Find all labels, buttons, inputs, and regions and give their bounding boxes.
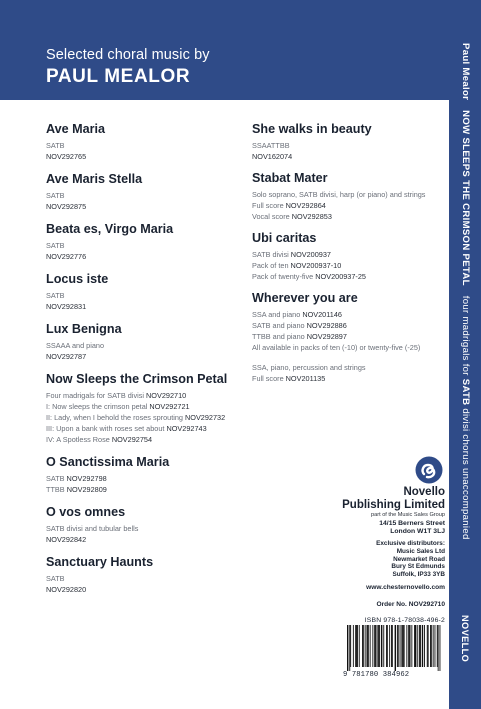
work-title: Beata es, Virgo Maria [46, 222, 174, 236]
barcode-bar [411, 625, 412, 667]
barcode-bar [420, 625, 421, 667]
work-entry-untitled [252, 362, 442, 384]
work-detail-text: Pack of ten [252, 261, 291, 270]
work-detail-text: I: Now sleeps the crimson petal [46, 402, 150, 411]
work-detail-text: SATB [46, 574, 65, 583]
barcode-bar [395, 625, 396, 671]
work-entry [252, 291, 442, 353]
work-detail-text: IV: A Spotless Rose [46, 435, 112, 444]
work-detail-line [252, 362, 442, 373]
work-detail-text: Pack of twenty-five [252, 272, 316, 281]
barcode-bar [383, 625, 384, 667]
catalogue-number: NOV292798 [66, 474, 107, 483]
work-detail-line [46, 523, 246, 534]
work-detail-line [252, 373, 442, 384]
spine-composer: Paul Mealor [460, 43, 471, 101]
work-detail-line [252, 249, 442, 260]
work-detail-line [46, 251, 246, 262]
work-detail-line [252, 151, 442, 162]
work-title: Lux Benigna [46, 322, 122, 336]
barcode-bar [374, 625, 375, 667]
work-detail-text: Solo soprano, SATB divisi, harp (or piano) and strings [252, 190, 426, 199]
barcode-bar [365, 625, 366, 667]
barcode-bar [370, 625, 371, 667]
barcode-bar [398, 625, 399, 667]
work-entry [46, 372, 246, 445]
catalogue-number: NOV292743 [166, 424, 207, 433]
work-detail-text: TTBB and piano [252, 332, 307, 341]
work-detail-line [252, 331, 442, 342]
work-detail-line [46, 390, 246, 401]
barcode-bar [422, 625, 423, 667]
work-detail-line [252, 320, 442, 331]
work-detail-line [46, 434, 246, 445]
work-detail-text: Four madrigals for SATB divisi [46, 391, 147, 400]
work-entry [46, 505, 246, 545]
work-title: Ave Maris Stella [46, 172, 143, 186]
catalogue-number: NOV292765 [46, 152, 87, 161]
work-detail-line [252, 260, 442, 271]
barcode-bar [381, 625, 382, 667]
barcode-bar [362, 625, 363, 667]
barcode-bar [363, 625, 364, 667]
barcode-bar [350, 625, 351, 667]
work-detail-line [46, 534, 246, 545]
spine-desc-pre: four madrigals for [460, 295, 471, 376]
work-entry [252, 122, 442, 162]
barcode-bar [401, 625, 402, 667]
publisher-name [342, 486, 445, 511]
work-detail-line [46, 401, 246, 412]
work-detail-text: All available in packs of ten (-10) or twenty-five (-25) [252, 343, 421, 352]
catalogue-number: NOV292809 [66, 485, 107, 494]
work-title: O Sanctissima Maria [46, 455, 170, 469]
publisher-address-line2: London W1T 3LJ [390, 528, 445, 535]
distributor-line3: Bury St Edmunds [391, 563, 445, 571]
work-detail-text: SATB divisi and tubular bells [46, 524, 139, 533]
barcode-bar [386, 625, 387, 667]
work-detail-line [46, 151, 246, 162]
barcode-bar [428, 625, 429, 667]
catalogue-number: NOV200937-10 [290, 261, 342, 270]
catalogue-number: NOV292886 [306, 321, 347, 330]
barcode-bar [440, 625, 441, 671]
barcode-image [345, 625, 445, 671]
work-detail-text: TTBB [46, 485, 67, 494]
work-detail-text: III: Upon a bank with roses set about [46, 424, 167, 433]
work-entry [46, 322, 246, 362]
work-detail-text: SATB [46, 191, 65, 200]
isbn: ISBN 978-1-78038-496-2 [364, 617, 445, 624]
barcode-bar [424, 625, 425, 667]
work-detail-text: SATB [46, 241, 65, 250]
work-title: Ubi caritas [252, 231, 317, 245]
work-detail-text: SSA and piano [252, 310, 303, 319]
work-detail-text: SSAAA and piano [46, 341, 105, 350]
work-detail-line [46, 290, 246, 301]
barcode-bar [431, 625, 432, 667]
barcode-bar [403, 625, 404, 667]
barcode-bar [427, 625, 428, 667]
barcode-bar [356, 625, 357, 667]
spine-desc-bold: SATB [460, 378, 471, 406]
work-title: Sanctuary Haunts [46, 555, 154, 569]
work-entry [46, 222, 246, 262]
work-detail-line [46, 412, 246, 423]
work-detail-line [252, 140, 442, 151]
work-detail-text: SSAATTBB [252, 141, 290, 150]
work-detail-text: SATB divisi [252, 250, 291, 259]
barcode-bar [367, 625, 368, 667]
barcode-bar [367, 625, 368, 667]
header-subtitle: Selected choral music by [46, 47, 210, 63]
catalogue-number: NOV292864 [285, 201, 326, 210]
work-detail-line [46, 573, 246, 584]
work-detail-line [46, 340, 246, 351]
work-detail-text: SSA, piano, percussion and strings [252, 363, 366, 372]
work-title: She walks in beauty [252, 122, 372, 136]
work-title: Now Sleeps the Crimson Petal [46, 372, 228, 386]
works-list-right [252, 122, 442, 384]
barcode-bar [389, 625, 390, 667]
spine-work-title: NOW SLEEPS THE CRIMSON PETAL [460, 110, 471, 286]
catalogue-number: NOV200937-25 [315, 272, 366, 281]
barcode-bar [410, 625, 411, 667]
catalogue-number: NOV162074 [252, 152, 293, 161]
publisher-name-line1: Novello [403, 486, 445, 498]
barcode-bar [419, 625, 420, 667]
barcode-bar [404, 625, 405, 667]
barcode-digits: 9 781780 384962 [343, 671, 410, 679]
catalogue-number: NOV201146 [302, 310, 342, 319]
distributor-line1: Music Sales Ltd [396, 547, 445, 555]
catalogue-number: NOV292853 [291, 212, 332, 221]
work-title: Wherever you are [252, 291, 358, 305]
work-detail-text: Full score [252, 201, 286, 210]
spine-title [455, 43, 475, 663]
barcode-bar [391, 625, 392, 667]
catalogue-number: NOV292875 [46, 202, 87, 211]
barcode-bar [406, 625, 407, 667]
barcode-bar [430, 625, 431, 667]
work-detail-line [46, 423, 246, 434]
publisher-address [379, 520, 445, 536]
work-detail-line [252, 309, 442, 320]
work-detail-line [46, 584, 246, 595]
work-detail-line [252, 189, 442, 200]
work-title: Stabat Mater [252, 171, 328, 185]
work-title: Locus iste [46, 272, 109, 286]
barcode-bar [377, 625, 378, 667]
publisher-group: part of the Music Sales Group [371, 512, 445, 518]
barcode-bar [438, 625, 439, 671]
barcode-bar [357, 625, 358, 667]
catalogue-number: NOV292710 [146, 391, 187, 400]
work-entry [46, 555, 246, 595]
catalogue-number: NOV292820 [46, 585, 87, 594]
barcode-bar [392, 625, 393, 667]
work-detail-text: SATB [46, 141, 65, 150]
work-detail-line [46, 190, 246, 201]
order-number: Order No. NOV292710 [376, 601, 445, 608]
work-detail-text: SATB [46, 474, 67, 483]
barcode-bar [353, 625, 354, 667]
barcode-bar [433, 625, 434, 667]
barcode-bar [437, 625, 438, 667]
catalogue-number: NOV292831 [46, 302, 87, 311]
publisher-name-line2: Publishing Limited [342, 498, 445, 511]
work-detail-line [46, 240, 246, 251]
work-detail-line [252, 342, 442, 353]
work-entry [46, 122, 246, 162]
barcode-bar [355, 625, 356, 667]
distributor-line4: Suffolk, IP33 3YB [392, 571, 445, 579]
catalogue-number: NOV201135 [285, 374, 326, 383]
barcode-bar [387, 625, 388, 667]
composer-name: PAUL MEALOR [46, 66, 191, 87]
barcode-bar [414, 625, 415, 667]
catalogue-number: NOV200937 [290, 250, 331, 259]
catalogue-number: NOV292897 [306, 332, 347, 341]
work-entry [46, 272, 246, 312]
catalogue-number: NOV292842 [46, 535, 87, 544]
work-detail-text: SATB and piano [252, 321, 307, 330]
publisher-address-line1: 14/15 Berners Street [379, 520, 445, 527]
work-detail-line [252, 271, 442, 282]
barcode-bar [359, 625, 360, 667]
work-detail-line [252, 211, 442, 222]
works-list-left [46, 122, 246, 605]
work-detail-line [252, 200, 442, 211]
barcode-bar [378, 625, 379, 667]
work-detail-line [46, 484, 246, 495]
distributor-block [376, 540, 445, 579]
work-detail-line [46, 351, 246, 362]
novello-logo-icon [415, 456, 443, 484]
barcode-bar [415, 625, 416, 667]
work-detail-line [46, 301, 246, 312]
catalogue-number: NOV292787 [46, 352, 87, 361]
work-detail-text: Vocal score [252, 212, 292, 221]
catalogue-number: NOV292721 [149, 402, 190, 411]
website-link[interactable]: www.chesternovello.com [366, 584, 445, 591]
barcode-bar [372, 625, 373, 667]
spine-desc-post: divisi chorus unaccompanied [460, 408, 471, 540]
catalogue-number: NOV292776 [46, 252, 87, 261]
work-title: O vos omnes [46, 505, 126, 519]
work-detail-text: SATB [46, 291, 65, 300]
catalogue-number: NOV292732 [185, 413, 226, 422]
distributor-label: Exclusive distributors: [376, 540, 445, 547]
catalogue-number: NOV292754 [111, 435, 153, 444]
barcode-bar [435, 625, 436, 667]
work-detail-text: II: Lady, when I behold the roses sprouting [46, 413, 185, 422]
barcode-bar [400, 625, 401, 667]
work-entry [252, 231, 442, 282]
header-band [0, 0, 449, 100]
barcode-bar [376, 625, 377, 667]
barcode-bar [347, 625, 348, 671]
spine-brand: NOVELLO [460, 615, 470, 663]
barcode-bar [349, 625, 350, 671]
barcode-bar [397, 625, 398, 667]
work-detail-text: Full score [252, 374, 286, 383]
barcode-bar [417, 625, 418, 667]
work-entry [252, 171, 442, 222]
work-entry [46, 455, 246, 495]
distributor-line2: Newmarket Road [393, 555, 445, 563]
work-entry [46, 172, 246, 212]
work-title: Ave Maria [46, 122, 106, 136]
work-detail-line [46, 473, 246, 484]
barcode-bar [379, 625, 380, 667]
barcode-bar [408, 625, 409, 667]
work-detail-line [46, 201, 246, 212]
work-detail-line [46, 140, 246, 151]
